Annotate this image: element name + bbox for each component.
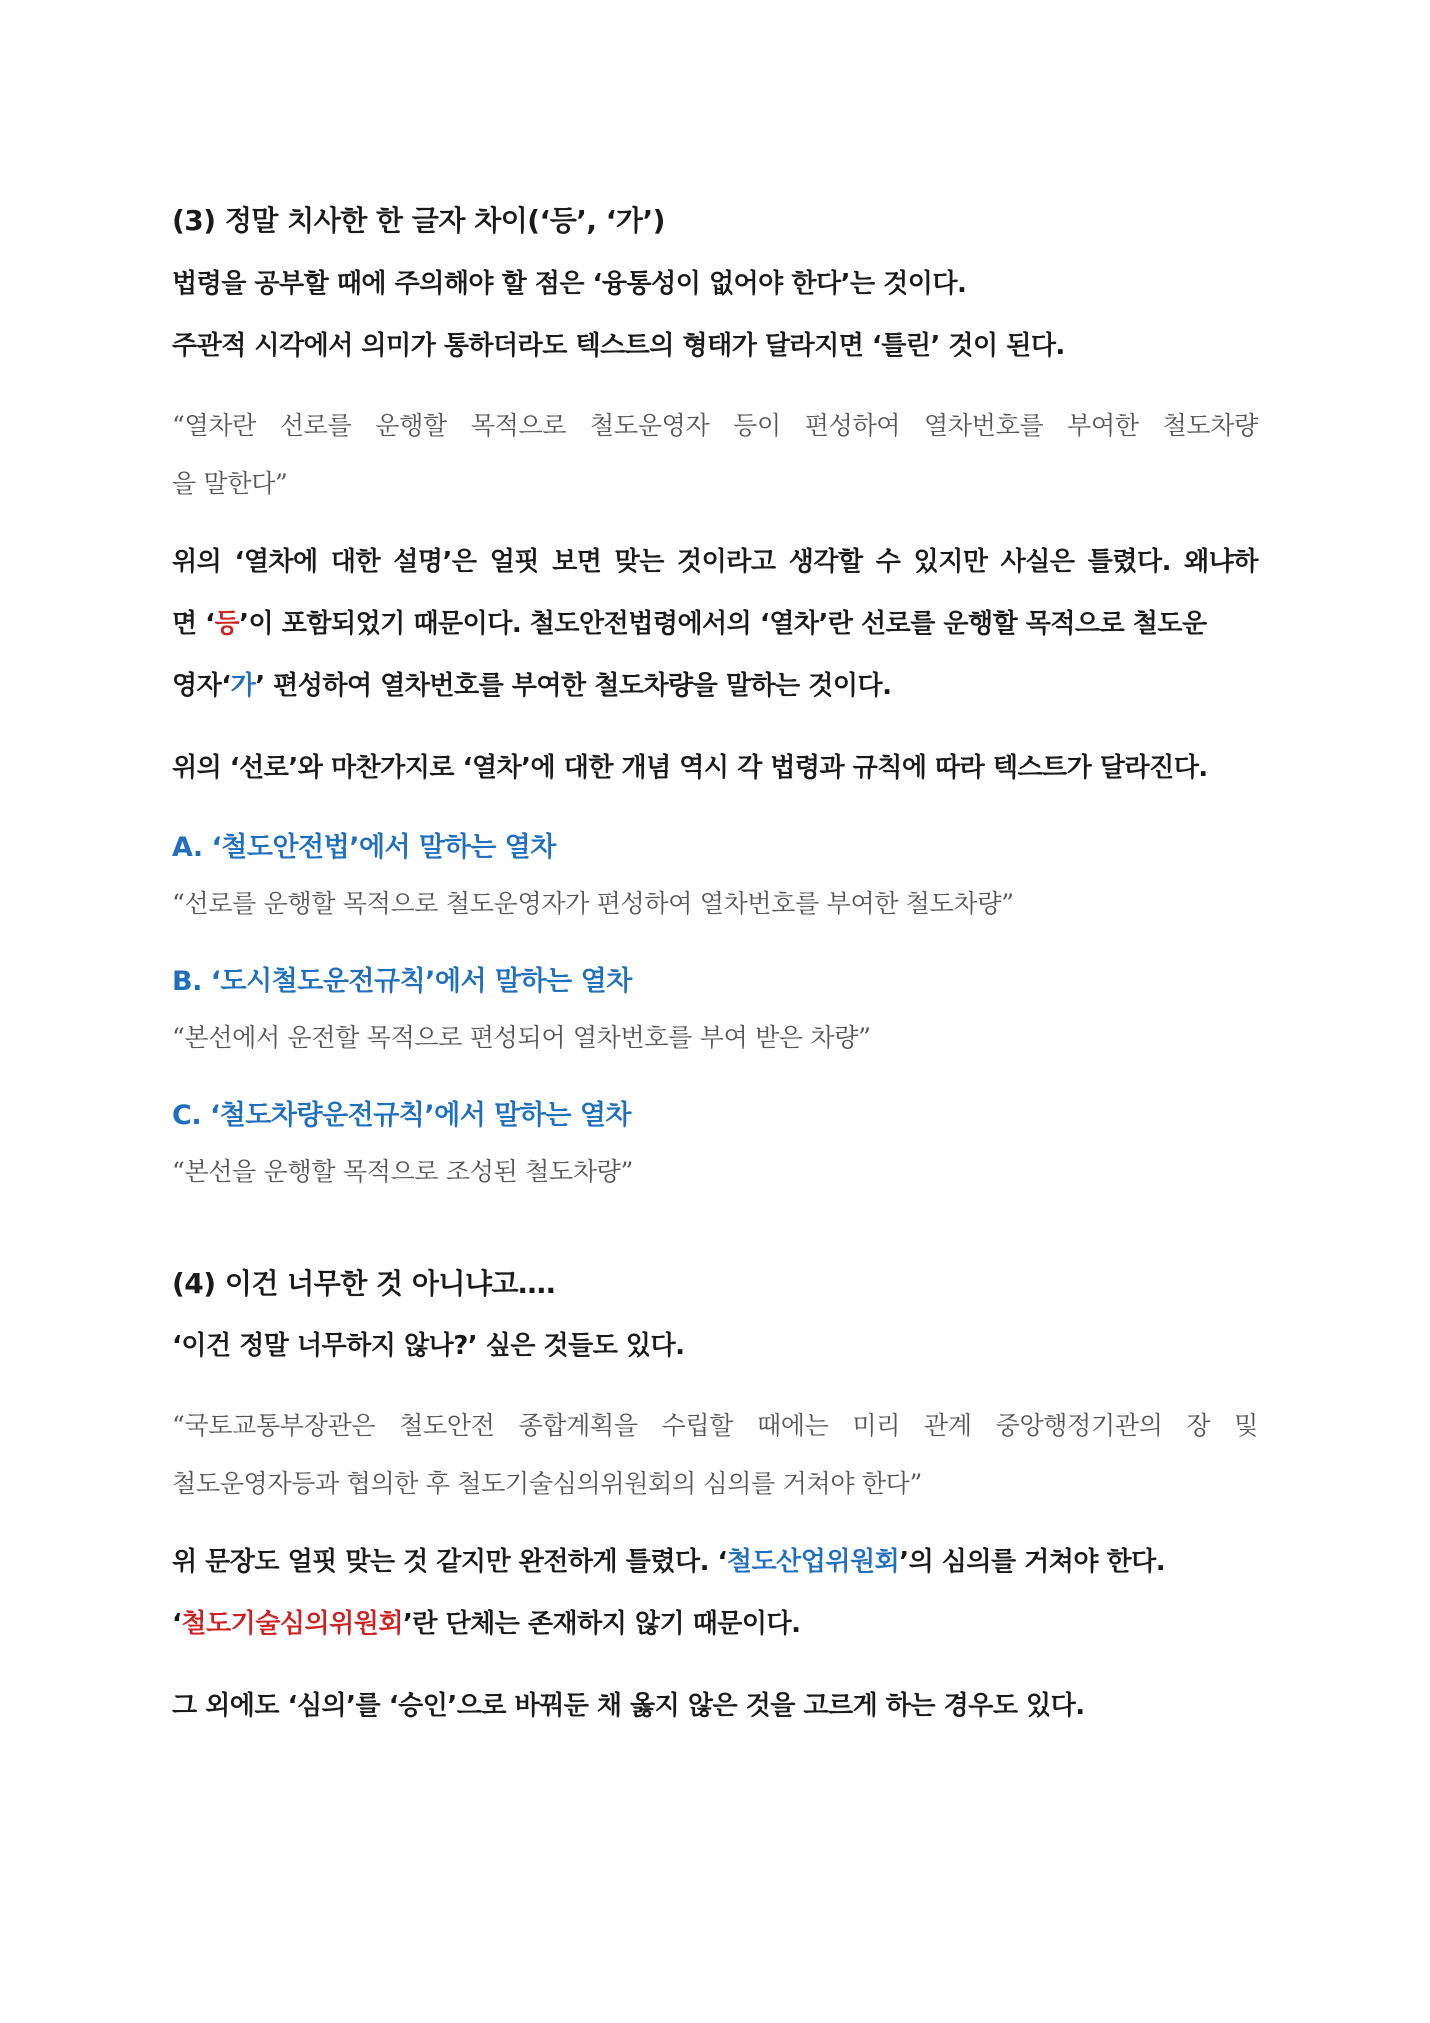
paragraph-text: 위 문장도 얼핏 맞는 것 같지만 완전하게 틀렸다. ‘ bbox=[172, 1547, 727, 1577]
explanation-text: 영자‘ bbox=[172, 671, 231, 701]
item-b-quote: “본선에서 운전할 목적으로 편성되어 열차번호를 부여 받은 차량” bbox=[172, 1023, 871, 1052]
item-a-title: A. ‘철도안전법’에서 말하는 열차 bbox=[172, 832, 556, 863]
section-3-heading: (3) 정말 치사한 한 글자 차이(‘등’, ‘가’) bbox=[172, 204, 665, 237]
explanation-text: 면 ‘ bbox=[172, 609, 215, 639]
section-3-paragraph-2: 주관적 시각에서 의미가 통하더라도 텍스트의 형태가 달라지면 ‘틀린’ 것이 된다. bbox=[172, 331, 1065, 361]
section-4-quote-line-2: 철도운영자등과 협의한 후 철도기술심의위원회의 심의를 거쳐야 한다” bbox=[172, 1469, 923, 1498]
highlight-deung: 등 bbox=[214, 609, 240, 639]
item-c-quote: “본선을 운행할 목적으로 조성된 철도차량” bbox=[172, 1157, 634, 1186]
explanation-text: ’ 편성하여 열차번호를 부여한 철도차량을 말하는 것이다. bbox=[255, 671, 892, 701]
section-3-explanation-line-2 bbox=[172, 608, 1207, 640]
section-4-paragraph-2 bbox=[172, 1546, 1165, 1578]
paragraph-text: ’란 단체는 존재하지 않기 때문이다. bbox=[402, 1609, 801, 1639]
section-3-explanation-line-3 bbox=[172, 670, 891, 702]
explanation-text: ’이 포함되었기 때문이다. 철도안전법령에서의 ‘열차’란 선로를 운행할 목적으로 철도운 bbox=[239, 609, 1207, 639]
section-4-paragraph-4: 그 외에도 ‘심의’를 ‘승인’으로 바꿔둔 채 옳지 않은 것을 고르게 하는 경우도 있다. bbox=[172, 1691, 1085, 1721]
item-a-quote: “선로를 운행할 목적으로 철도운영자가 편성하여 열차번호를 부여한 철도차량” bbox=[172, 889, 1014, 918]
section-3-paragraph-1: 법령을 공부할 때에 주의해야 할 점은 ‘융통성이 없어야 한다’는 것이다. bbox=[172, 269, 967, 299]
section-4-paragraph-1: ‘이건 정말 너무하지 않나?’ 싶은 것들도 있다. bbox=[172, 1331, 685, 1361]
paragraph-text: ’의 심의를 거쳐야 한다. bbox=[899, 1547, 1166, 1577]
section-4-paragraph-3 bbox=[172, 1608, 801, 1640]
section-3-paragraph-3: 위의 ‘선로’와 마찬가지로 ‘열차’에 대한 개념 역시 각 법령과 규칙에 따라 텍스트가 달라진다. bbox=[172, 753, 1208, 783]
section-3-quote-line-1: “열차란 선로를 운행할 목적으로 철도운영자 등이 편성하여 열차번호를 부여한 철도차량 bbox=[172, 411, 1258, 440]
section-4-heading: (4) 이건 너무한 것 아니냐고…. bbox=[172, 1267, 556, 1300]
item-c-title: C. ‘철도차량운전규칙’에서 말하는 열차 bbox=[172, 1100, 632, 1131]
paragraph-text: ‘ bbox=[172, 1609, 182, 1639]
section-4-quote-line-1: “국토교통부장관은 철도안전 종합계획을 수립할 때에는 미리 관계 중앙행정기관의 장 및 bbox=[172, 1411, 1258, 1440]
section-3-quote-line-2: 을 말한다” bbox=[172, 469, 288, 498]
highlight-railway-tech-committee: 철도기술심의위원회 bbox=[181, 1609, 403, 1639]
highlight-railway-industry-committee: 철도산업위원회 bbox=[726, 1547, 900, 1577]
section-3-explanation-line-1: 위의 ‘열차에 대한 설명’은 얼핏 보면 맞는 것이라고 생각할 수 있지만 사실은 틀렸다. 왜냐하 bbox=[172, 547, 1258, 577]
highlight-ga: 가 bbox=[230, 671, 256, 701]
item-b-title: B. ‘도시철도운전규칙’에서 말하는 열차 bbox=[172, 966, 632, 997]
